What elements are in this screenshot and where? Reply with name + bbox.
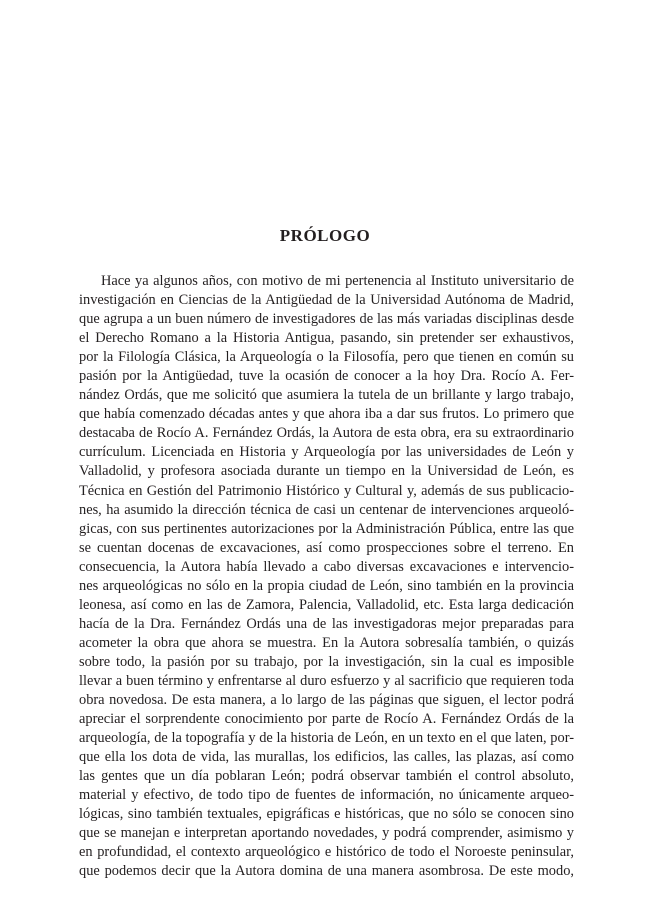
text-line: obra novedosa. De esta manera, a lo largo de las páginas que siguen, el lector podrá xyxy=(79,692,574,709)
text-line: que había comenzado décadas antes y que ahora iba a dar sus frutos. Lo primero que xyxy=(79,406,574,423)
text-line: leonesa, así como en las de Zamora, Palencia, Valladolid, etc. Esta larga dedicación xyxy=(79,596,574,613)
text-line: que ella los dota de vida, las murallas, los edificios, las calles, las plazas, así como xyxy=(79,749,574,766)
text-line: hacía de la Dra. Fernández Ordás una de las investigadoras mejor preparadas para xyxy=(79,615,574,632)
text-line: que agrupa a un buen número de investigadores de las más variadas disciplinas desde xyxy=(79,311,574,328)
text-line: destacaba de Rocío A. Fernández Ordás, la Autora de esta obra, era su extraordinario xyxy=(79,425,574,442)
text-line: arqueología, de la topografía y de la historia de León, en un texto en el que laten, por- xyxy=(79,730,574,747)
text-line: lógicas, sino también textuales, epigráficas e históricas, que no sólo se conocen sino xyxy=(79,806,574,823)
prologue-body xyxy=(79,272,574,882)
text-line: investigación en Ciencias de la Antigüedad de la Universidad Autónoma de Madrid, xyxy=(79,292,574,309)
text-line: sobre todo, la pasión por su trabajo, por la investigación, sin la cual es imposible xyxy=(79,653,574,670)
text-line: pasión por la Antigüedad, tuve la ocasión de conocer a la hoy Dra. Rocío A. Fer- xyxy=(79,368,574,385)
text-line: que se manejan e interpretan aportando novedades, y podrá comprender, asimismo y xyxy=(79,825,574,842)
text-line: nes, ha asumido la dirección técnica de casi un centenar de intervenciones arqueoló- xyxy=(79,501,574,518)
text-line: por la Filología Clásica, la Arqueología o la Filosofía, pero que tienen en común su xyxy=(79,349,574,366)
text-line: consecuencia, la Autora había llevado a cabo diversas excavaciones e intervencio- xyxy=(79,558,574,575)
text-line: el Derecho Romano a la Historia Antigua, pasando, sin pretender ser exhaustivos, xyxy=(79,330,574,347)
text-line: llevar a buen término y enfrentarse al duro esfuerzo y al sacrificio que requieren toda xyxy=(79,672,574,689)
text-line: nández Ordás, que me solicitó que asumiera la tutela de un brillante y largo trabajo, xyxy=(79,387,574,404)
text-line: se cuentan docenas de excavaciones, así como prospecciones sobre el terreno. En xyxy=(79,539,574,556)
chapter-title: PRÓLOGO xyxy=(279,226,371,245)
text-line: Valladolid, y profesora asociada durante un tiempo en la Universidad de León, es xyxy=(79,463,574,480)
text-line: Técnica en Gestión del Patrimonio Histórico y Cultural y, además de sus publicacio- xyxy=(79,482,574,499)
text-line: currículum. Licenciada en Historia y Arqueología por las universidades de León y xyxy=(79,444,574,461)
text-line: apreciar el sorprendente conocimiento por parte de Rocío A. Fernández Ordás de la xyxy=(79,711,574,728)
text-line: material y efectivo, de todo tipo de fuentes de información, no únicamente arqueo- xyxy=(79,787,574,804)
text-line: Hace ya algunos años, con motivo de mi pertenencia al Instituto universitario de xyxy=(101,273,574,289)
text-line: que podemos decir que la Autora domina de una manera asombrosa. De este modo, xyxy=(79,863,574,880)
text-line: gicas, con sus pertinentes autorizaciones por la Administración Pública, entre las que xyxy=(79,520,574,537)
text-line: las gentes que un día poblaran León; podrá observar también el control absoluto, xyxy=(79,768,574,785)
text-line: acometer la obra que ahora se muestra. En la Autora sobresalía también, o quizás xyxy=(79,634,574,651)
text-line: en profundidad, el contexto arqueológico e histórico de todo el Noroeste peninsular, xyxy=(79,844,574,861)
text-line: nes arqueológicas no sólo en la propia ciudad de León, sino también en la provincia xyxy=(79,577,574,594)
